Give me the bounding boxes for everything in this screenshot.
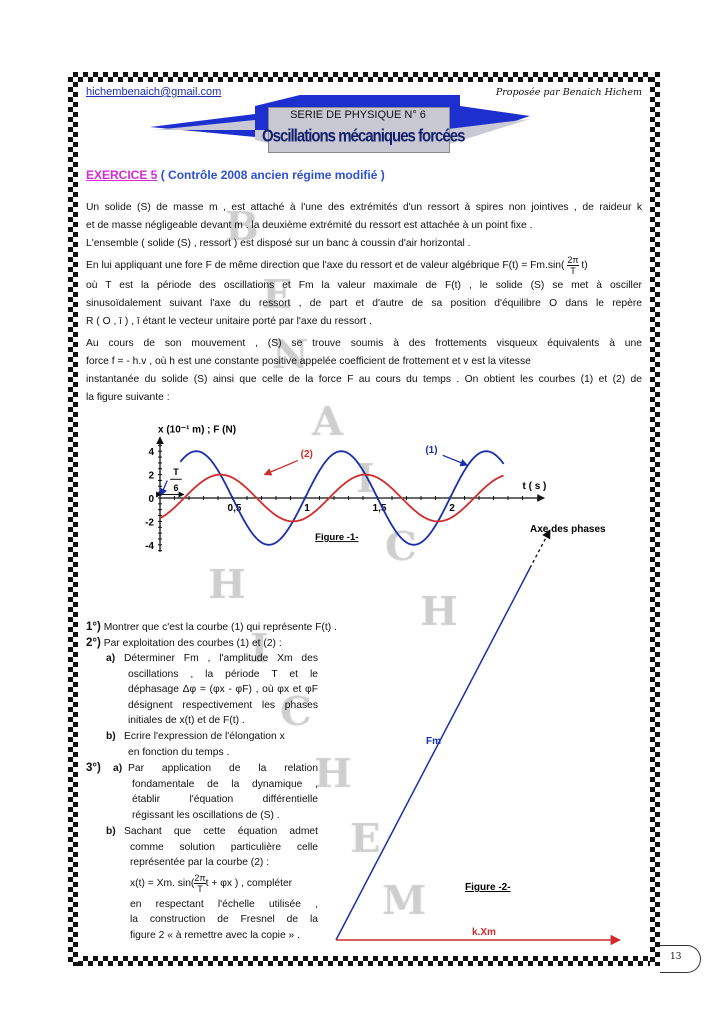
exercise-subtitle: ( Contrôle 2008 ancien régime modifié ) bbox=[160, 168, 385, 182]
annotation-num: T bbox=[173, 467, 179, 478]
phase-axis-dashed bbox=[530, 530, 550, 568]
exercise-label: EXERCICE 5 bbox=[86, 168, 158, 182]
line: Au cours de son mouvement , (S) se trouve soumis à des frottements visqueux équivalents à une bbox=[86, 338, 642, 350]
y-tick-label: 2 bbox=[148, 470, 154, 482]
line: Un solide (S) de masse m , est attaché à l'une des extrémités d'un ressort à spires non jointives , de raideur k bbox=[86, 202, 642, 213]
phase-axis-label: Axe des phases bbox=[530, 524, 606, 535]
question-3a: 3°) a) Par application de la relation fondamentale de la dynamique , établir l'équation différentielle régissant les oscillations de (S) . bbox=[86, 762, 318, 821]
y-tick-label: -4 bbox=[145, 540, 154, 552]
question-2a: a) Déterminer Fm , l'amplitude Xm des oscillations , la période T et le déphasage Δφ = (φx - φF) , où φx et φF désignent respectivement les phases initiales de x(t) et de F(t) . bbox=[106, 653, 318, 726]
annotation-den: 6 bbox=[173, 482, 179, 493]
series-label-2: (2) bbox=[300, 449, 313, 461]
line: L'ensemble ( solide (S) , ressort ) est disposé sur un banc à coussin d'air horizontal . bbox=[86, 238, 471, 249]
figure-1-caption: Figure -1- bbox=[315, 532, 359, 544]
question-2: 2°) Par exploitation des courbes (1) et (2) : bbox=[86, 636, 282, 649]
y-tick-label: -2 bbox=[145, 517, 154, 529]
line: instantanée du solide (S) ainsi que celle de la force F au cours du temps . On obtient les courbes (1) et (2) de bbox=[86, 374, 642, 386]
page-number: 13 bbox=[660, 945, 701, 973]
line: force f = - h.v , où h est une constante positive appelée coefficient de frottement et v est la vitesse bbox=[86, 356, 531, 368]
author: Proposée par Benaich Hichem bbox=[495, 87, 642, 98]
x-axis-label: t ( s ) bbox=[522, 481, 547, 492]
question-2b: b) Ecrire l'expression de l'élongation x en fonction du temps . bbox=[106, 731, 285, 758]
y-tick-label: 4 bbox=[148, 447, 154, 459]
x-tick-label: 1 bbox=[304, 503, 310, 514]
line: où T est la période des oscillations et Fm la valeur maximale de F(t) , le solide (S) se met à osciller bbox=[86, 280, 642, 292]
x-tick-label: 0,5 bbox=[227, 503, 242, 514]
email-link[interactable]: hichembenaich@gmail.com bbox=[86, 86, 222, 98]
x-tick-label: 2 bbox=[449, 503, 455, 514]
line: sinusoïdalement suivant l'axe du ressort , de part et d'autre de sa position d'équilibre O dans le repère bbox=[86, 298, 642, 310]
series-label-1: (1) bbox=[425, 444, 438, 456]
series-label: SERIE DE PHYSIQUE N° 6 bbox=[290, 109, 426, 121]
line: R ( O , ī ) , ī étant le vecteur unitaire porté par l'axe du ressort . bbox=[86, 316, 372, 328]
formula-tail: t) bbox=[581, 260, 588, 272]
fm-label: Fm bbox=[426, 736, 441, 747]
y-tick-label: 0 bbox=[148, 494, 154, 505]
figure-2-caption: Figure -2- bbox=[465, 882, 511, 893]
page-title: Oscillations mécaniques forcées bbox=[262, 126, 465, 147]
line: En lui appliquant une fore F de même direction que l'axe du ressort et de valeur algébrique F(t) = Fm.sin( bbox=[86, 260, 565, 272]
y-axis-label: x (10⁻¹ m) ; F (N) bbox=[158, 424, 237, 436]
line: et de masse négligeable devant m . la deuxième extrémité du ressort est attachée à un point fixe . bbox=[86, 220, 533, 231]
x-tick-label: 1,5 bbox=[372, 503, 387, 514]
question-1: 1°) Montrer que c'est la courbe (1) qui représente F(t) . bbox=[86, 621, 337, 633]
fraction: $\frac{2\pi}{T}$ bbox=[567, 255, 579, 276]
question-3b: b) Sachant que cette équation admet comme solution particulière celle représentée par la courbe (2) : x(t) = Xm. sin( $\frac{2\pi}{T}$ t + φx ) , compléter en respectant l'échelle utilisée , la construction de Fresnel de la figure 2 « à remettre avec la copie » . bbox=[106, 826, 318, 941]
kxm-label: k.Xm bbox=[472, 927, 496, 938]
line: la figure suivante : bbox=[86, 392, 170, 404]
